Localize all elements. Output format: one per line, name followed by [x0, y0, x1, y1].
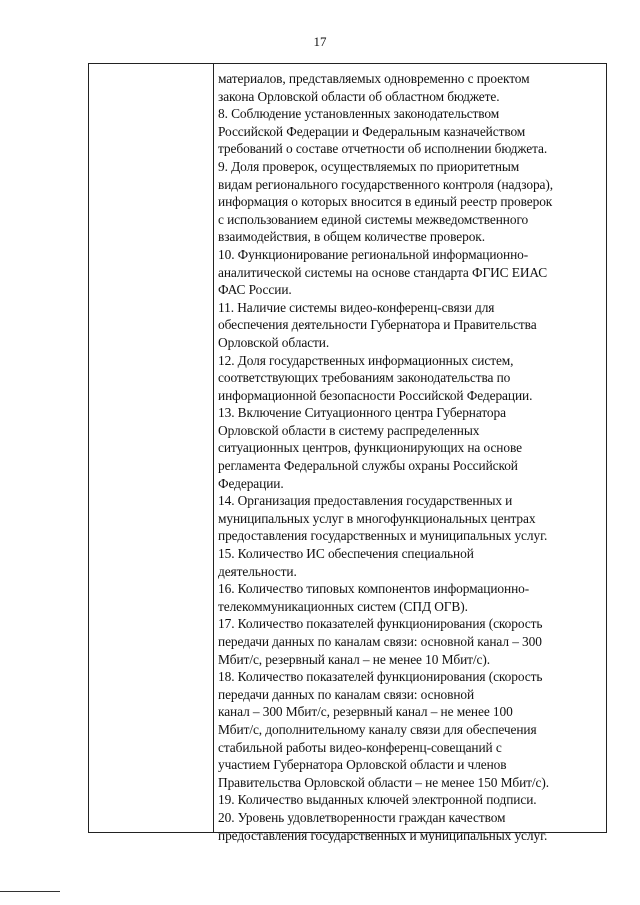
- text-line: ФАС России.: [218, 282, 292, 298]
- text-line: 16. Количество типовых компонентов информационно-: [218, 581, 530, 597]
- text-line: 17. Количество показателей функционирования (скорость: [218, 616, 543, 632]
- text-line: Мбит/с, резервный канал – не менее 10 Мбит/с).: [218, 651, 490, 667]
- text-line: ситуационных центров, функционирующих на основе: [218, 440, 522, 456]
- text-line: 15. Количество ИС обеспечения специальной: [218, 546, 474, 562]
- text-line: 9. Доля проверок, осуществляемых по приоритетным: [218, 158, 520, 174]
- text-line: Мбит/с, дополнительному каналу связи для обеспечения: [218, 721, 537, 737]
- indicators-table: [88, 63, 607, 843]
- table-left-column: [89, 64, 214, 832]
- text-line: деятельности.: [218, 563, 297, 579]
- text-line: Правительства Орловской области – не менее 150 Мбит/с).: [218, 774, 549, 790]
- text-line: требований о составе отчетности об исполнении бюджета.: [218, 141, 548, 157]
- text-line: 19. Количество выданных ключей электронной подписи.: [218, 792, 537, 808]
- text-line: канал – 300 Мбит/с, резервный канал – не менее 100: [218, 704, 513, 720]
- text-line: аналитической системы на основе стандарта ФГИС ЕИАС: [218, 264, 548, 280]
- text-line: 18. Количество показателей функционирования (скорость: [218, 669, 543, 685]
- text-line: предоставления государственных и муниципальных услуг.: [218, 827, 548, 843]
- text-line: стабильной работы видео-конференц-совещаний с: [218, 739, 502, 755]
- text-line: видам регионального государственного контроля (надзора),: [218, 176, 554, 192]
- text-line: Российской Федерации и Федеральным казначейством: [218, 123, 526, 139]
- text-line: 12. Доля государственных информационных систем,: [218, 352, 514, 368]
- footnote-divider: [0, 891, 60, 892]
- table-right-column: [218, 70, 606, 844]
- page-number: 17: [313, 34, 327, 49]
- text-line: передачи данных по каналам связи: основной: [218, 686, 475, 702]
- text-line: Орловской области в систему распределенных: [218, 422, 480, 438]
- text-line: соответствующих требованиям законодательства по: [218, 370, 511, 386]
- text-line: Орловской области.: [218, 334, 330, 350]
- text-line: 13. Включение Ситуационного центра Губернатора: [218, 405, 506, 421]
- text-line: информационной безопасности Российской Федерации.: [218, 387, 533, 403]
- text-line: регламента Федеральной службы охраны Российской: [218, 458, 518, 474]
- text-line: муниципальных услуг в многофункциональных центрах: [218, 510, 536, 526]
- text-line: с использованием единой системы межведомственного: [218, 211, 529, 227]
- text-line: 11. Наличие системы видео-конференц-связи для: [218, 299, 495, 315]
- text-line: предоставления государственных и муниципальных услуг.: [218, 528, 548, 544]
- text-line: обеспечения деятельности Губернатора и Правительства: [218, 317, 537, 333]
- text-line: материалов, представляемых одновременно с проектом: [218, 71, 530, 86]
- text-line: 10. Функционирование региональной информационно-: [218, 246, 529, 262]
- text-line: телекоммуникационных систем (СПД ОГВ).: [218, 598, 468, 614]
- text-line: закона Орловской области об областном бюджете.: [218, 88, 500, 104]
- text-line: 14. Организация предоставления государственных и: [218, 493, 513, 509]
- text-line: передачи данных по каналам связи: основной канал – 300: [218, 634, 542, 649]
- text-line: Федерации.: [218, 475, 284, 491]
- text-line: участием Губернатора Орловской области и членов: [218, 757, 507, 773]
- text-line: информация о которых вносится в единый реестр проверок: [218, 194, 553, 210]
- text-line: 20. Уровень удовлетворенности граждан качеством: [218, 809, 506, 825]
- text-line: 8. Соблюдение установленных законодательством: [218, 106, 500, 122]
- text-line: взаимодействия, в общем количестве проверок.: [218, 229, 485, 245]
